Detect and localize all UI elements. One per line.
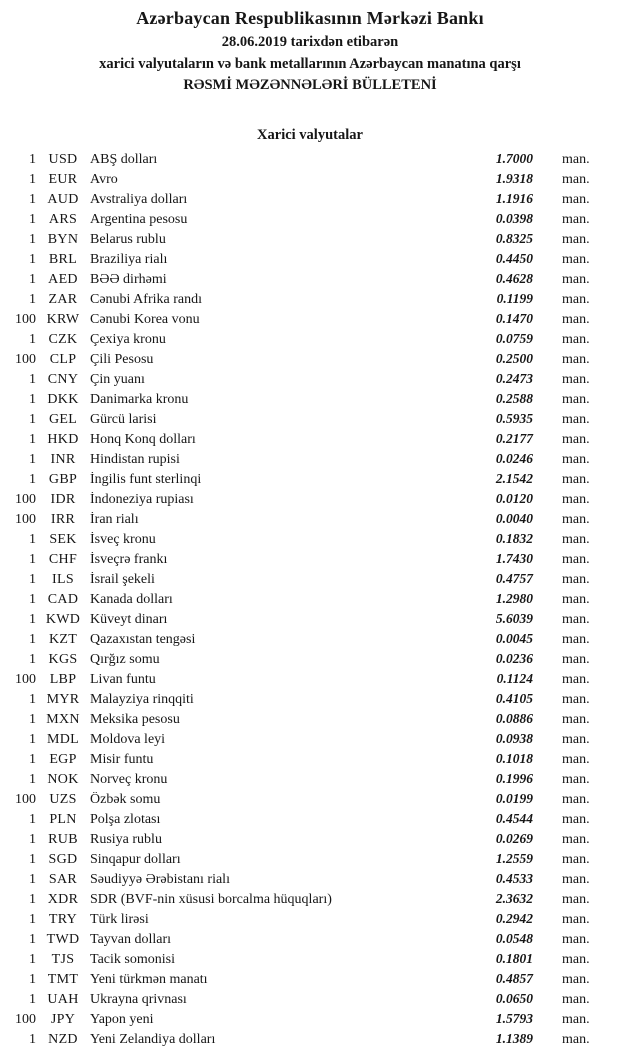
currency-code-cell: MXN: [46, 711, 80, 727]
unit-cell: man.: [562, 871, 590, 887]
currency-name-cell: SDR (BVF-nin xüsusi borcalma hüquqları): [90, 891, 332, 907]
currency-name-cell: İsveç kronu: [90, 531, 156, 547]
currency-code-cell: USD: [48, 151, 78, 167]
currency-code-cell: TWD: [46, 931, 80, 947]
currency-code-cell: GEL: [48, 411, 78, 427]
unit-cell: man.: [562, 891, 590, 907]
currency-row: [0, 711, 620, 731]
unit-cell: man.: [562, 331, 590, 347]
quantity-cell: 1: [29, 451, 36, 467]
currency-row: [0, 531, 620, 551]
unit-cell: man.: [562, 591, 590, 607]
quantity-cell: 1: [29, 1031, 36, 1047]
rate-cell: 0.0040: [495, 510, 533, 526]
currency-name-cell: Özbək somu: [90, 791, 161, 807]
rate-cell: 0.4105: [495, 690, 533, 706]
currency-code-cell: KWD: [45, 611, 81, 627]
currency-name-cell: Yapon yeni: [90, 1011, 154, 1027]
rate-cell: 1.1916: [495, 190, 533, 206]
currency-code-cell: EUR: [48, 171, 78, 187]
currency-row: [0, 651, 620, 671]
currency-name-cell: Norveç kronu: [90, 771, 168, 787]
scope-line: xarici valyutaların və bank metallarının Azərbaycan manatına qarşı: [99, 55, 521, 72]
rate-cell: 1.7000: [495, 150, 533, 166]
currency-code-cell: ILS: [52, 571, 74, 587]
currency-row: [0, 771, 620, 791]
currency-row: [0, 171, 620, 191]
unit-cell: man.: [562, 271, 590, 287]
currency-code-cell: HKD: [47, 431, 79, 447]
unit-cell: man.: [562, 531, 590, 547]
currency-code-cell: MDL: [46, 731, 79, 747]
rate-cell: 0.1199: [496, 290, 533, 306]
currency-code-cell: KZT: [48, 631, 78, 647]
currency-code-cell: CHF: [48, 551, 78, 567]
currency-code-cell: JPY: [50, 1011, 76, 1027]
currency-code-cell: PLN: [49, 811, 77, 827]
rate-cell: 0.0120: [495, 490, 533, 506]
currency-row: [0, 551, 620, 571]
rate-cell: 0.0398: [495, 210, 533, 226]
quantity-cell: 1: [29, 371, 36, 387]
unit-cell: man.: [562, 351, 590, 367]
currency-code-cell: TRY: [48, 911, 78, 927]
currency-row: [0, 911, 620, 931]
currency-code-cell: CAD: [47, 591, 79, 607]
currency-name-cell: Malayziya rinqqiti: [90, 691, 194, 707]
currency-code-cell: SAR: [48, 871, 78, 887]
currency-code-cell: CNY: [47, 371, 79, 387]
currency-row: [0, 831, 620, 851]
unit-cell: man.: [562, 571, 590, 587]
currency-name-cell: Kanada dolları: [90, 591, 173, 607]
bulletin-header: [0, 0, 620, 97]
currency-code-cell: AED: [48, 271, 78, 287]
currency-name-cell: Livan funtu: [90, 671, 156, 687]
rate-cell: 1.7430: [495, 550, 533, 566]
effective-date-line: 28.06.2019 tarixdən etibarən: [221, 34, 399, 50]
quantity-cell: 1: [29, 331, 36, 347]
currency-row: [0, 611, 620, 631]
unit-cell: man.: [562, 611, 590, 627]
rate-cell: 0.1470: [495, 310, 533, 326]
currency-row: [0, 591, 620, 611]
unit-cell: man.: [562, 511, 590, 527]
currency-row: [0, 951, 620, 971]
unit-cell: man.: [562, 951, 590, 967]
currency-code-cell: CZK: [48, 331, 78, 347]
currency-code-cell: TJS: [51, 951, 75, 967]
unit-cell: man.: [562, 451, 590, 467]
unit-cell: man.: [562, 651, 590, 667]
unit-cell: man.: [562, 171, 590, 187]
currency-name-cell: Cənubi Afrika randı: [90, 291, 202, 307]
currency-name-cell: İngilis funt sterlinqi: [90, 471, 202, 487]
currency-code-cell: UAH: [47, 991, 79, 1007]
currency-row: [0, 271, 620, 291]
currency-code-cell: BYN: [47, 231, 79, 247]
currency-code-cell: SEK: [49, 531, 77, 547]
currency-row: [0, 471, 620, 491]
currency-row: [0, 211, 620, 231]
unit-cell: man.: [562, 911, 590, 927]
rate-cell: 0.0236: [495, 650, 533, 666]
unit-cell: man.: [562, 251, 590, 267]
unit-cell: man.: [562, 791, 590, 807]
unit-cell: man.: [562, 231, 590, 247]
unit-cell: man.: [562, 711, 590, 727]
rate-cell: 0.4757: [495, 570, 533, 586]
unit-cell: man.: [562, 851, 590, 867]
currency-row: [0, 691, 620, 711]
currency-row: [0, 851, 620, 871]
rate-cell: 0.0199: [495, 790, 533, 806]
unit-cell: man.: [562, 731, 590, 747]
currency-code-cell: GBP: [48, 471, 78, 487]
quantity-cell: 1: [29, 291, 36, 307]
currency-row: [0, 251, 620, 271]
unit-cell: man.: [562, 471, 590, 487]
currency-name-cell: ABŞ dolları: [90, 151, 158, 167]
rate-cell: 0.1124: [496, 670, 533, 686]
rate-cell: 0.4628: [495, 270, 533, 286]
currency-row: [0, 231, 620, 251]
unit-cell: man.: [562, 371, 590, 387]
currency-code-cell: UZS: [49, 791, 77, 807]
rate-cell: 1.5793: [495, 1010, 533, 1026]
unit-cell: man.: [562, 191, 590, 207]
currency-name-cell: Tacik somonisi: [90, 951, 175, 967]
currency-row: [0, 391, 620, 411]
rate-cell: 0.1801: [495, 950, 533, 966]
currency-name-cell: Braziliya rialı: [90, 251, 168, 267]
rate-cell: 0.0938: [495, 730, 533, 746]
quantity-cell: 100: [15, 671, 36, 687]
unit-cell: man.: [562, 551, 590, 567]
currency-row: [0, 891, 620, 911]
currency-row: [0, 631, 620, 651]
currency-row: [0, 1011, 620, 1031]
rate-cell: 2.1542: [495, 470, 533, 486]
quantity-cell: 1: [29, 271, 36, 287]
currency-row: [0, 491, 620, 511]
currency-row: [0, 431, 620, 451]
currency-row: [0, 811, 620, 831]
quantity-cell: 1: [29, 851, 36, 867]
currency-name-cell: Rusiya rublu: [90, 831, 162, 847]
unit-cell: man.: [562, 391, 590, 407]
unit-cell: man.: [562, 311, 590, 327]
currency-row: [0, 731, 620, 751]
quantity-cell: 1: [29, 771, 36, 787]
currency-name-cell: Belarus rublu: [90, 231, 166, 247]
unit-cell: man.: [562, 291, 590, 307]
currency-name-cell: Avstraliya dolları: [90, 191, 188, 207]
quantity-cell: 100: [15, 491, 36, 507]
rate-cell: 0.4533: [495, 870, 533, 886]
rate-cell: 2.3632: [495, 890, 533, 906]
currency-name-cell: Yeni Zelandiya dolları: [90, 1031, 216, 1047]
currency-code-cell: MYR: [46, 691, 80, 707]
unit-cell: man.: [562, 431, 590, 447]
currency-code-cell: NOK: [47, 771, 79, 787]
currency-row: [0, 311, 620, 331]
unit-cell: man.: [562, 211, 590, 227]
currency-row: [0, 671, 620, 691]
currency-name-cell: Meksika pesosu: [90, 711, 180, 727]
quantity-cell: 1: [29, 911, 36, 927]
currency-code-cell: NZD: [48, 1031, 78, 1047]
unit-cell: man.: [562, 971, 590, 987]
unit-cell: man.: [562, 691, 590, 707]
rate-cell: 0.4450: [495, 250, 533, 266]
currency-row: [0, 871, 620, 891]
quantity-cell: 1: [29, 411, 36, 427]
quantity-cell: 100: [15, 791, 36, 807]
currency-name-cell: İran rialı: [90, 511, 139, 527]
unit-cell: man.: [562, 1031, 590, 1047]
unit-cell: man.: [562, 411, 590, 427]
quantity-cell: 1: [29, 651, 36, 667]
bank-title: Azərbaycan Respublikasının Mərkəzi Bankı: [136, 8, 484, 28]
currency-row: [0, 191, 620, 211]
currency-name-cell: Tayvan dolları: [90, 931, 172, 947]
currency-name-cell: Yeni türkmən manatı: [90, 971, 208, 987]
rate-cell: 0.1018: [495, 750, 533, 766]
currency-name-cell: Cənubi Korea vonu: [90, 311, 200, 327]
currency-code-cell: IDR: [50, 491, 76, 507]
currency-code-cell: LBP: [49, 671, 77, 687]
quantity-cell: 1: [29, 711, 36, 727]
quantity-cell: 1: [29, 471, 36, 487]
currency-code-cell: CLP: [49, 351, 77, 367]
rate-cell: 0.2500: [495, 350, 533, 366]
quantity-cell: 1: [29, 831, 36, 847]
rate-cell: 1.1389: [495, 1030, 533, 1046]
quantity-cell: 100: [15, 511, 36, 527]
currency-code-cell: KRW: [46, 311, 80, 327]
rate-cell: 0.2473: [495, 370, 533, 386]
unit-cell: man.: [562, 771, 590, 787]
rate-cell: 0.1996: [495, 770, 533, 786]
currency-code-cell: TMT: [47, 971, 79, 987]
currency-row: [0, 371, 620, 391]
currency-code-cell: INR: [50, 451, 76, 467]
quantity-cell: 1: [29, 631, 36, 647]
rate-cell: 0.0045: [495, 630, 533, 646]
currency-row: [0, 991, 620, 1011]
rate-cell: 5.6039: [495, 610, 533, 626]
quantity-cell: 1: [29, 211, 36, 227]
unit-cell: man.: [562, 991, 590, 1007]
rate-cell: 0.0246: [495, 450, 533, 466]
quantity-cell: 1: [29, 191, 36, 207]
quantity-cell: 1: [29, 391, 36, 407]
rate-cell: 0.0759: [495, 330, 533, 346]
currency-name-cell: Danimarka kronu: [90, 391, 189, 407]
rate-cell: 0.1832: [495, 530, 533, 546]
unit-cell: man.: [562, 671, 590, 687]
currency-row: [0, 971, 620, 991]
quantity-cell: 1: [29, 431, 36, 447]
quantity-cell: 100: [15, 1011, 36, 1027]
rate-cell: 1.2559: [495, 850, 533, 866]
currency-code-cell: RUB: [48, 831, 78, 847]
currency-name-cell: Moldova leyi: [90, 731, 166, 747]
currency-row: [0, 931, 620, 951]
currency-row: [0, 571, 620, 591]
currency-name-cell: Qırğız somu: [90, 651, 160, 667]
quantity-cell: 1: [29, 591, 36, 607]
quantity-cell: 1: [29, 231, 36, 247]
currency-name-cell: Səudiyyə Ərəbistanı rialı: [90, 871, 230, 887]
currency-name-cell: Türk lirəsi: [90, 911, 149, 927]
currency-row: [0, 291, 620, 311]
currency-name-cell: Gürcü larisi: [90, 411, 157, 427]
currency-name-cell: BƏƏ dirhəmi: [90, 271, 167, 287]
currency-name-cell: Qazaxıstan tengəsi: [90, 631, 196, 647]
quantity-cell: 1: [29, 971, 36, 987]
rate-cell: 0.8325: [495, 230, 533, 246]
rate-cell: 0.2942: [495, 910, 533, 926]
rate-cell: 0.0269: [495, 830, 533, 846]
currency-code-cell: SGD: [48, 851, 78, 867]
currency-name-cell: Küveyt dinarı: [90, 611, 168, 627]
currency-code-cell: KGS: [48, 651, 78, 667]
quantity-cell: 1: [29, 171, 36, 187]
rate-cell: 0.4857: [495, 970, 533, 986]
unit-cell: man.: [562, 491, 590, 507]
rate-cell: 1.9318: [495, 170, 533, 186]
quantity-cell: 1: [29, 691, 36, 707]
currency-row: [0, 351, 620, 371]
quantity-cell: 100: [15, 311, 36, 327]
currency-name-cell: Polşa zlotası: [90, 811, 161, 827]
quantity-cell: 1: [29, 891, 36, 907]
currency-row: [0, 751, 620, 771]
currency-name-cell: Honq Konq dolları: [90, 431, 196, 447]
currency-name-cell: Ukrayna qrivnası: [90, 991, 187, 1007]
quantity-cell: 100: [15, 351, 36, 367]
currency-name-cell: İsrail şekeli: [90, 571, 155, 587]
currency-code-cell: IRR: [50, 511, 76, 527]
unit-cell: man.: [562, 151, 590, 167]
rate-cell: 0.5935: [495, 410, 533, 426]
currency-row: [0, 411, 620, 431]
quantity-cell: 1: [29, 251, 36, 267]
quantity-cell: 1: [29, 991, 36, 1007]
rate-cell: 1.2980: [495, 590, 533, 606]
currency-code-cell: AUD: [47, 191, 79, 207]
currency-name-cell: İndoneziya rupiası: [90, 491, 194, 507]
currency-code-cell: XDR: [47, 891, 79, 907]
currency-code-cell: BRL: [48, 251, 78, 267]
currency-code-cell: DKK: [47, 391, 79, 407]
currency-row: [0, 451, 620, 471]
currency-code-cell: ZAR: [48, 291, 78, 307]
rate-cell: 0.0886: [495, 710, 533, 726]
quantity-cell: 1: [29, 531, 36, 547]
currency-name-cell: Misir funtu: [90, 751, 154, 767]
quantity-cell: 1: [29, 571, 36, 587]
currency-name-cell: Hindistan rupisi: [90, 451, 180, 467]
quantity-cell: 1: [29, 931, 36, 947]
quantity-cell: 1: [29, 951, 36, 967]
unit-cell: man.: [562, 631, 590, 647]
quantity-cell: 1: [29, 731, 36, 747]
unit-cell: man.: [562, 831, 590, 847]
quantity-cell: 1: [29, 751, 36, 767]
unit-cell: man.: [562, 1011, 590, 1027]
currency-row: [0, 511, 620, 531]
rate-cell: 0.4544: [495, 810, 533, 826]
quantity-cell: 1: [29, 151, 36, 167]
unit-cell: man.: [562, 931, 590, 947]
currency-name-cell: Avro: [90, 171, 118, 187]
section-title-foreign-currencies: Xarici valyutalar: [257, 126, 363, 143]
currency-row: [0, 151, 620, 171]
rate-cell: 0.0548: [495, 930, 533, 946]
currency-name-cell: Çin yuanı: [90, 371, 145, 387]
currency-row: [0, 1031, 620, 1051]
currency-name-cell: Çexiya kronu: [90, 331, 166, 347]
unit-cell: man.: [562, 811, 590, 827]
unit-cell: man.: [562, 751, 590, 767]
currency-code-cell: EGP: [49, 751, 77, 767]
rate-cell: 0.0650: [495, 990, 533, 1006]
rate-cell: 0.2177: [495, 430, 533, 446]
currency-name-cell: Çili Pesosu: [90, 351, 154, 367]
currency-name-cell: Sinqapur dolları: [90, 851, 181, 867]
quantity-cell: 1: [29, 871, 36, 887]
rate-cell: 0.2588: [495, 390, 533, 406]
currency-row: [0, 791, 620, 811]
currency-name-cell: İsveçrə frankı: [90, 551, 168, 567]
currency-code-cell: ARS: [48, 211, 78, 227]
rates-table: [0, 151, 620, 1051]
quantity-cell: 1: [29, 551, 36, 567]
currency-name-cell: Argentina pesosu: [90, 211, 188, 227]
currency-row: [0, 331, 620, 351]
quantity-cell: 1: [29, 811, 36, 827]
bulletin-title: RƏSMİ MƏZƏNNƏLƏRİ BÜLLETENİ: [183, 77, 437, 93]
quantity-cell: 1: [29, 611, 36, 627]
